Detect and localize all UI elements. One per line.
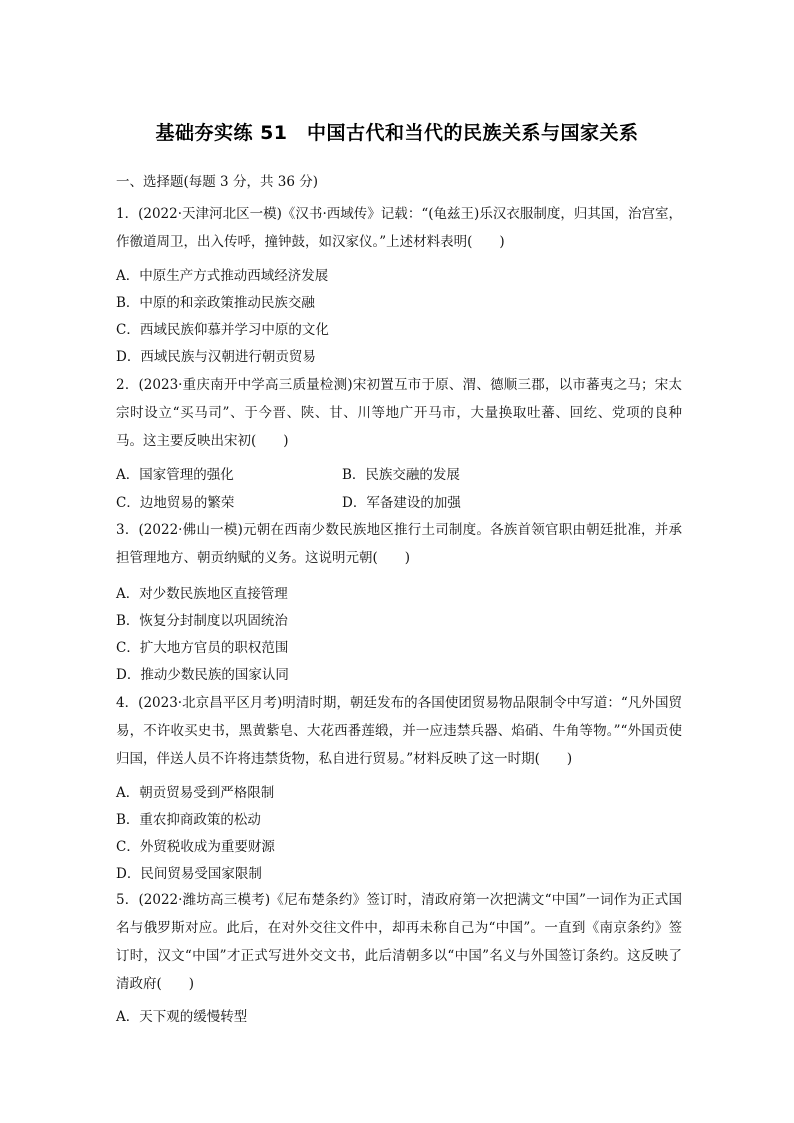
option-a: A．天下观的缓慢转型: [116, 1009, 248, 1025]
option-d: D．推动少数民族的国家认同: [116, 667, 289, 683]
question-1: [116, 200, 682, 256]
option-a: A．中原生产方式推动西域经济发展: [116, 268, 329, 284]
option-b: B．恢复分封制度以巩固统治: [116, 613, 288, 629]
option-c: C．扩大地方官员的职权范围: [116, 640, 289, 656]
question-stem: 4．(2023·北京昌平区月考)明清时期，朝廷发布的各国使团贸易物品限制令中写道：“凡外国贸易，不许收买史书，黑黄紫皂、大花西番莲缎，并一应违禁兵器、焰硝、牛角等物。”“外国贡使归国，伴送人员不许将违禁货物，私自进行贸易。”材料反映了这一时期( ): [116, 695, 682, 767]
option-b: B．民族交融的发展: [342, 467, 460, 483]
section-heading: 一、选择题(每题 3 分，共 36 分): [116, 174, 318, 190]
option-a: A．国家管理的强化: [116, 467, 234, 483]
question-4: [116, 689, 682, 773]
option-a: A．对少数民族地区直接管理: [116, 586, 288, 602]
question-3: [116, 516, 682, 572]
page-title: 基础夯实练 51 中国古代和当代的民族关系与国家关系: [155, 122, 639, 144]
question-stem: 3．(2022·佛山一模)元朝在西南少数民族地区推行土司制度。各族首领官职由朝廷批准，并承担管理地方、朝贡纳赋的义务。这说明元朝( ): [116, 522, 682, 566]
option-d: D．军备建设的加强: [342, 495, 461, 511]
option-d: D．西域民族与汉朝进行朝贡贸易: [116, 349, 316, 365]
option-c: C．西域民族仰慕并学习中原的文化: [116, 322, 329, 338]
question-stem: 5．(2022·潍坊高三模考)《尼布楚条约》签订时，清政府第一次把满文“中国”一词作为正式国名与俄罗斯对应。此后，在对外交往文件中，却再未称自己为“中国”。一直到《南京条约》签订时，汉文“中国”才正式写进外交文书，此后清朝多以“中国”名义与外国签订条约。这反映了清政府( ): [116, 892, 682, 992]
option-a: A．朝贡贸易受到严格限制: [116, 785, 275, 801]
option-b: B．中原的和亲政策推动民族交融: [116, 295, 315, 311]
option-c: C．边地贸易的繁荣: [116, 495, 235, 511]
option-c: C．外贸税收成为重要财源: [116, 839, 275, 855]
question-stem: 1．(2022·天津河北区一模)《汉书·西域传》记载：“(龟兹王)乐汉衣服制度，归其国，治宫室，作徼道周卫，出入传呼，撞钟鼓，如汉家仪。”上述材料表明( ): [116, 206, 682, 250]
question-2: [116, 371, 682, 455]
question-5: [116, 886, 682, 998]
option-d: D．民间贸易受国家限制: [116, 866, 262, 882]
question-stem: 2．(2023·重庆南开中学高三质量检测)宋初置互市于原、渭、德顺三郡，以市蕃夷之马；宋太宗时设立“买马司”、于今晋、陕、甘、川等地广开马市，大量换取吐蕃、回纥、党项的良种马。这主要反映出宋初( ): [116, 377, 682, 449]
option-b: B．重农抑商政策的松动: [116, 812, 261, 828]
